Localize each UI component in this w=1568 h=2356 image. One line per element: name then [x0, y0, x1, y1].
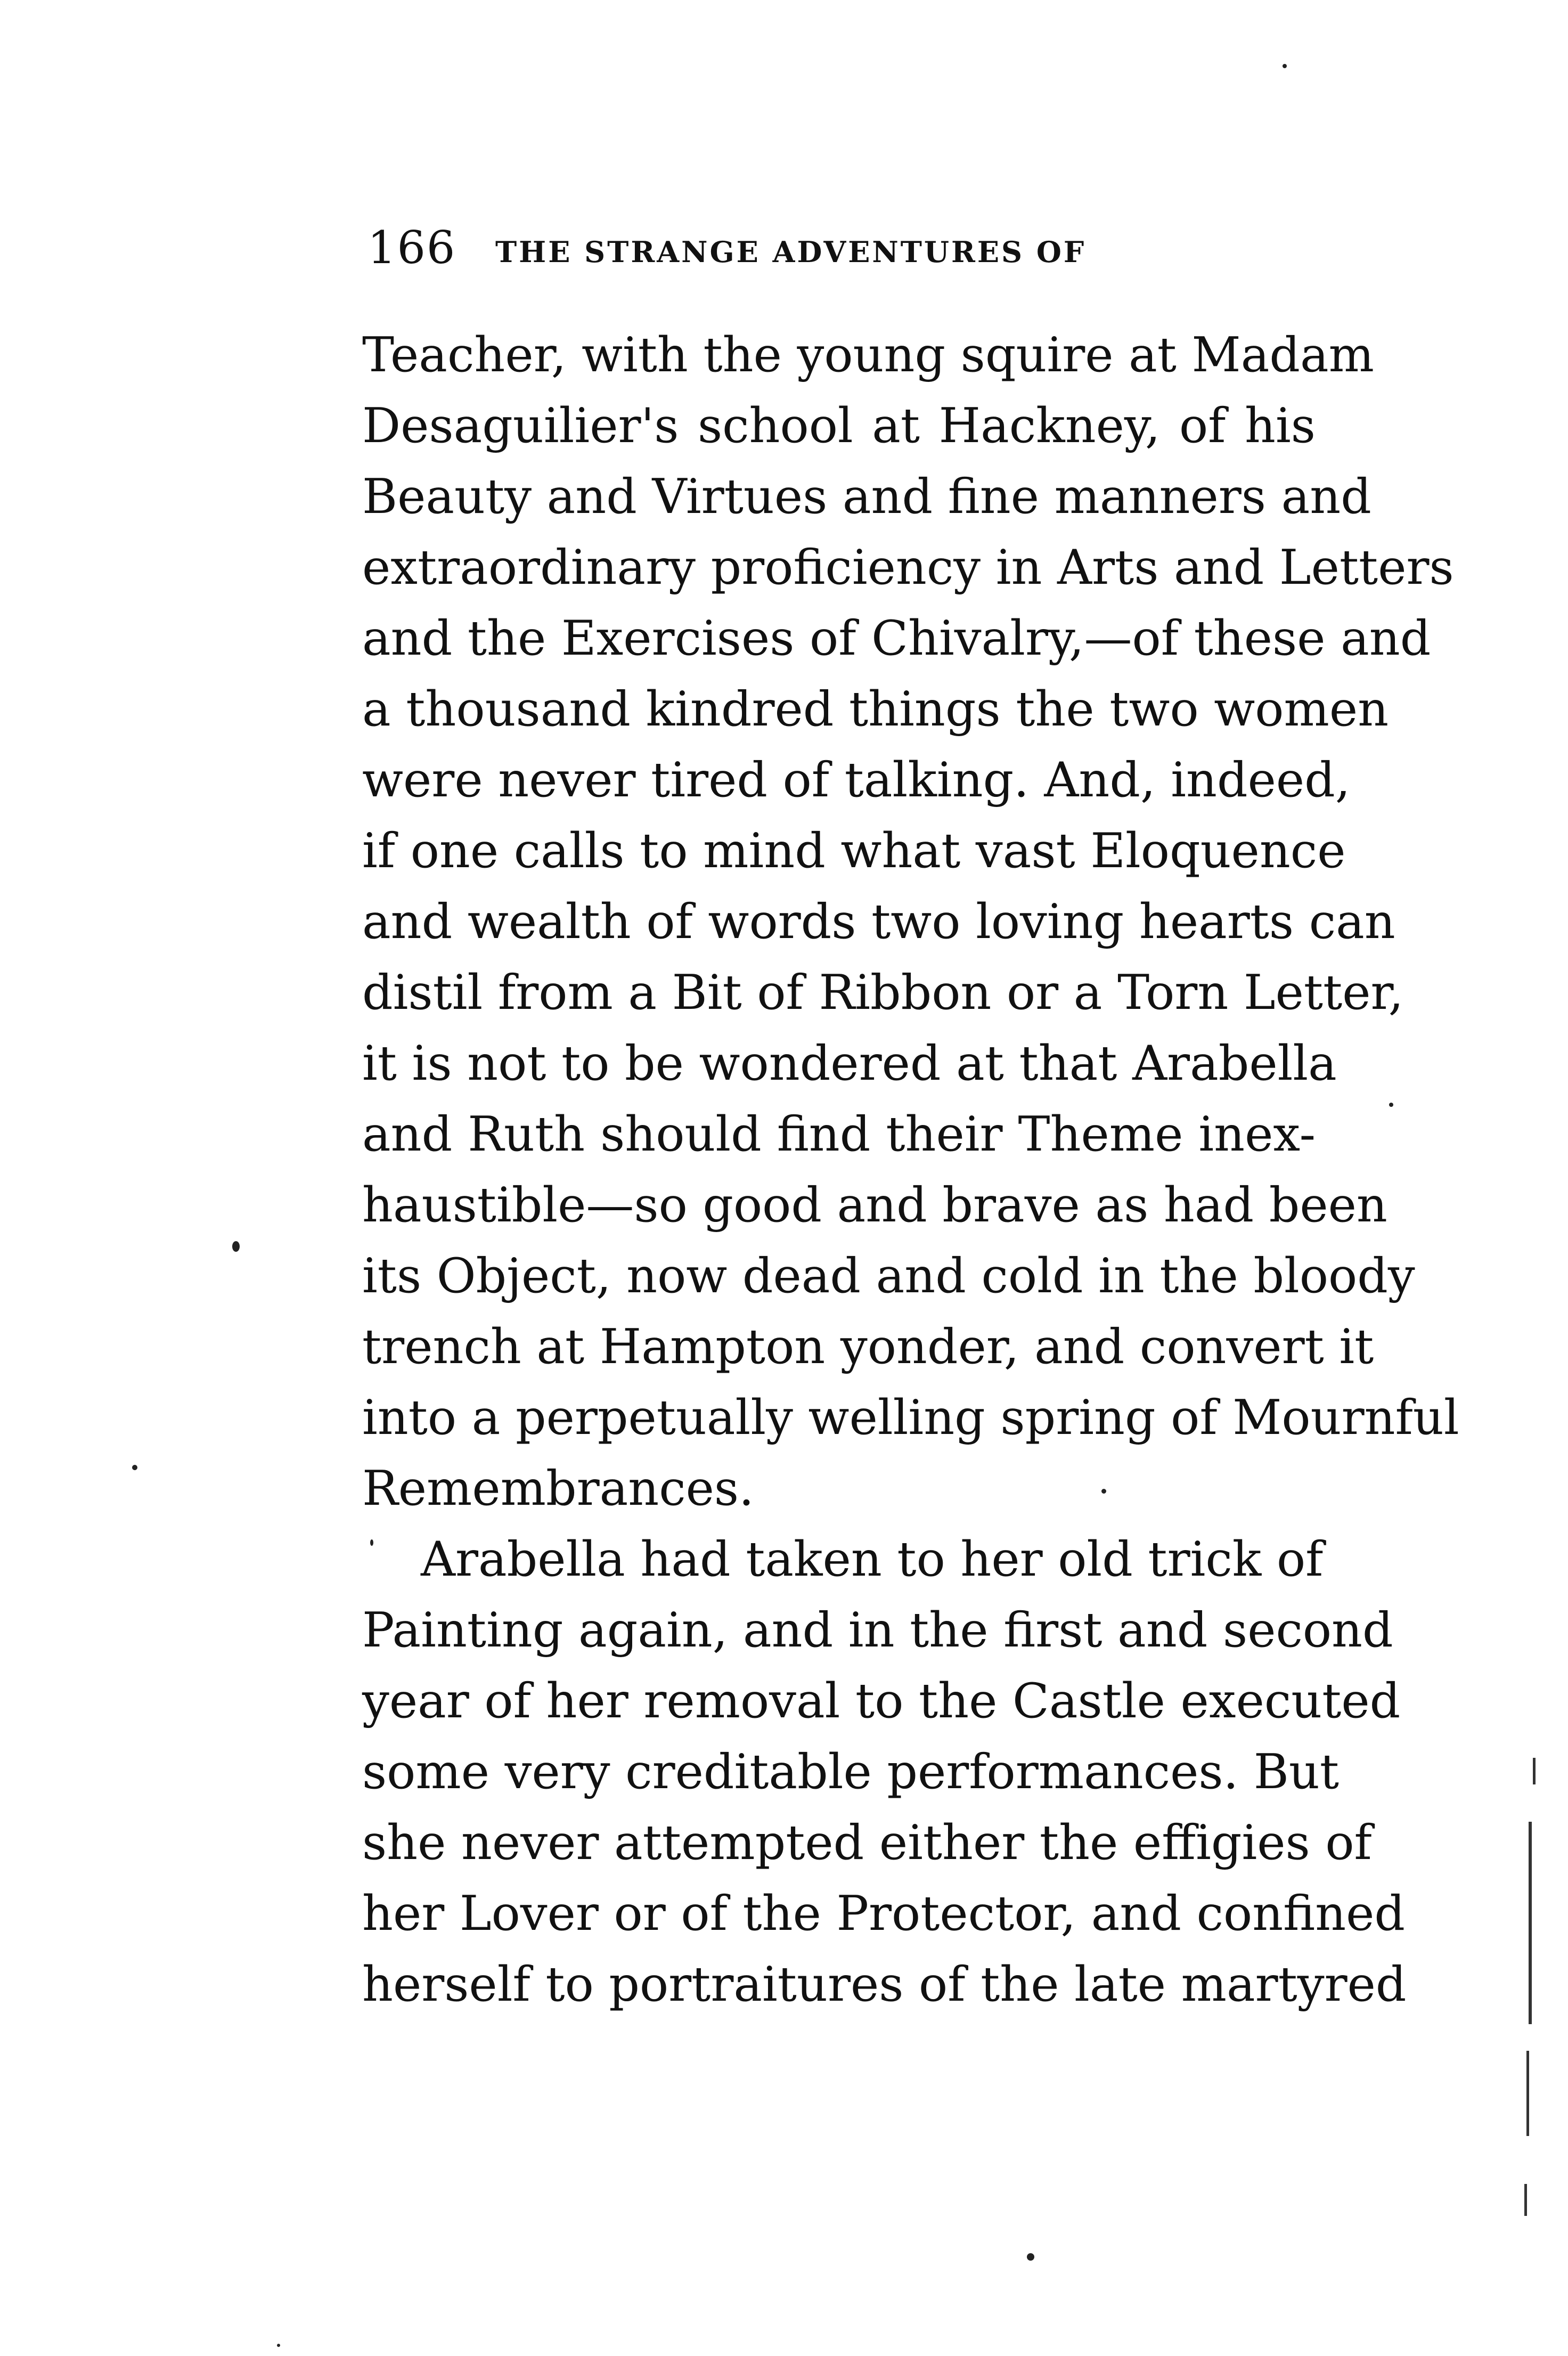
running-head [368, 218, 1316, 277]
text-line: its Object, now dead and cold in the bloody [362, 1248, 1415, 1304]
scan-speck [1101, 1489, 1106, 1494]
paragraph-2 [362, 1524, 1407, 2020]
text-line: it is not to be wondered at that Arabella [362, 1036, 1337, 1091]
text-line: Arabella had taken to her old trick of [421, 1531, 1324, 1587]
scan-speck [232, 1241, 240, 1252]
text-line: herself to portraitures of the late martyred [362, 1956, 1407, 2012]
scan-speck [277, 2344, 280, 2347]
text-line: Painting again, and in the first and second [362, 1602, 1393, 1658]
scan-speck [1283, 64, 1287, 68]
margin-mark [1533, 1758, 1536, 1784]
text-line: a thousand kindred things the two women [362, 681, 1389, 737]
text-line: haustible—so good and brave as had been [362, 1177, 1387, 1233]
margin-mark [1529, 1822, 1532, 2024]
text-line: some very creditable performances. But [362, 1744, 1340, 1800]
text-line: distil from a Bit of Ribbon or a Torn Letter, [362, 965, 1404, 1021]
text-line: Remembrances. [362, 1461, 754, 1517]
text-line: and wealth of words two loving hearts can [362, 894, 1395, 950]
text-line: Teacher, with the young squire at Madam [362, 327, 1374, 383]
text-line: Desaguilier's school at Hackney, of his [362, 398, 1316, 454]
page-text [362, 320, 1459, 2020]
page-number: 166 [368, 222, 456, 274]
scan-speck [370, 1539, 373, 1546]
scan-speck [1389, 1103, 1393, 1107]
text-line: and Ruth should find their Theme inex- [362, 1106, 1316, 1162]
text-line: her Lover or of the Protector, and confined [362, 1886, 1406, 1942]
text-line: she never attempted either the effigies of [362, 1815, 1372, 1871]
text-line: trench at Hampton yonder, and convert it [362, 1319, 1374, 1375]
text-line: extraordinary proficiency in Arts and Letters [362, 540, 1454, 596]
text-line: and the Exercises of Chivalry,—of these and [362, 610, 1431, 666]
margin-mark [1524, 2184, 1527, 2216]
scan-speck [132, 1465, 137, 1470]
text-line: into a perpetually welling spring of Mournful [362, 1390, 1459, 1446]
running-title: THE STRANGE ADVENTURES OF [495, 235, 1087, 269]
scan-speck [1027, 2253, 1034, 2261]
paragraph-1 [362, 320, 1459, 1524]
text-line: if one calls to mind what vast Eloquence [362, 823, 1346, 879]
text-line: Beauty and Virtues and fine manners and [362, 469, 1371, 525]
margin-mark [1526, 2051, 1529, 2136]
text-line: year of her removal to the Castle executed [362, 1673, 1401, 1729]
text-line: were never tired of talking. And, indeed, [362, 752, 1351, 808]
